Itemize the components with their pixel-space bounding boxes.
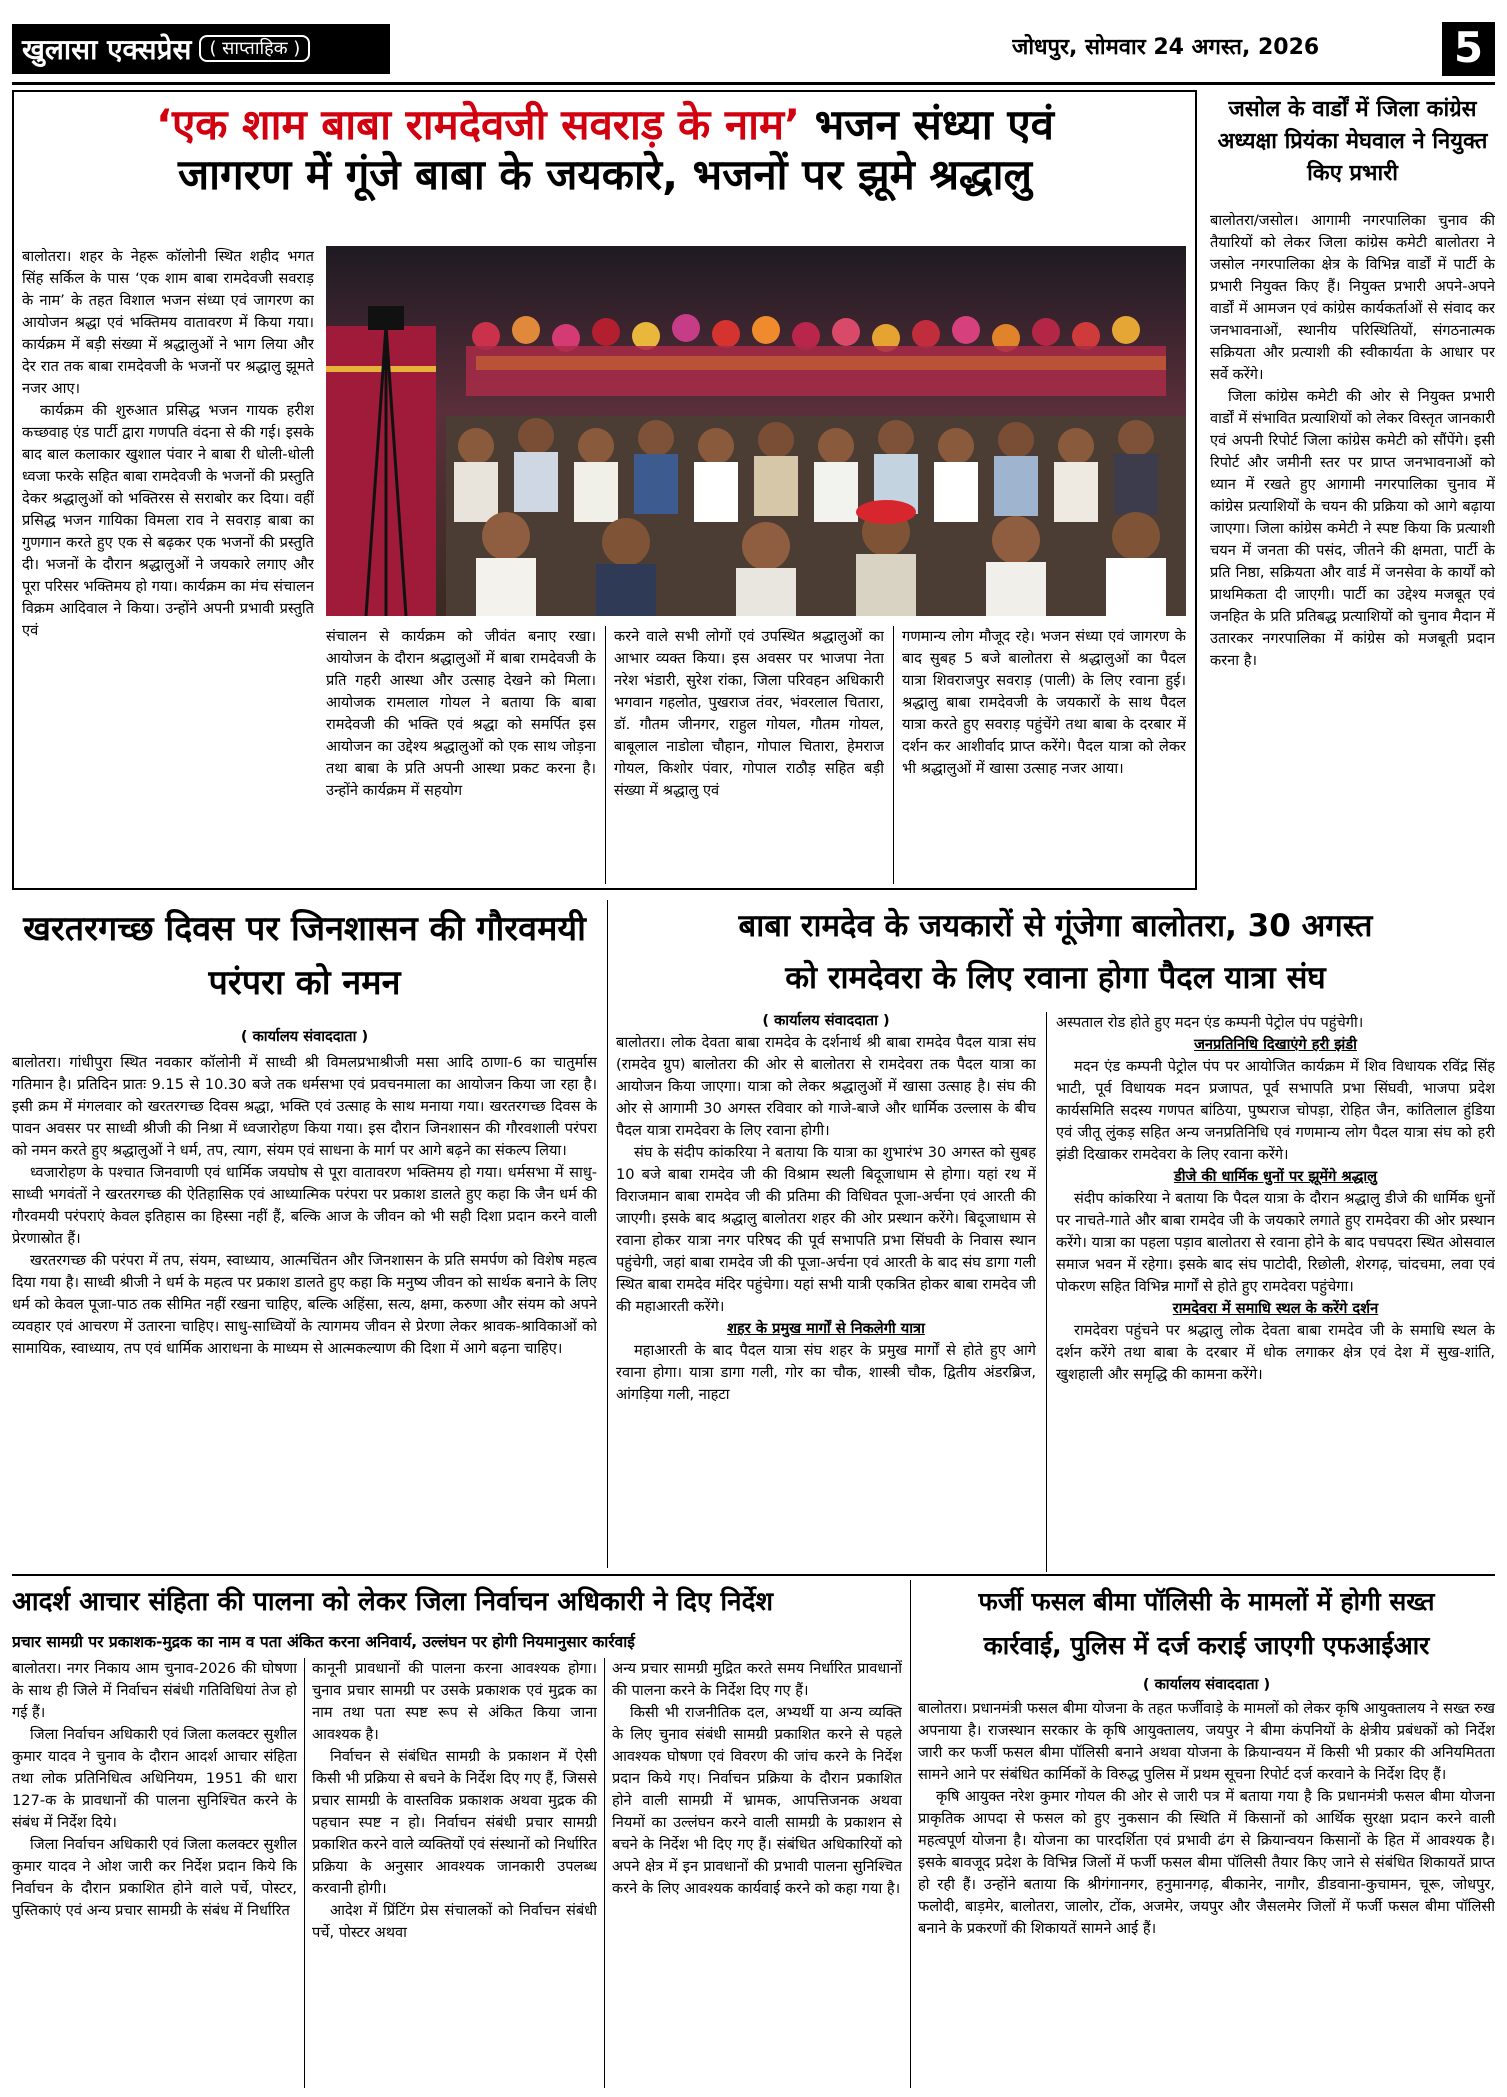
lead-headline xyxy=(20,100,1190,230)
ramdev-subheading xyxy=(1056,1034,1495,1056)
column-divider xyxy=(604,1658,605,2088)
fasal-byline: ( कार्यालय संवाददाता ) xyxy=(1142,1676,1271,1693)
election-headline: आदर्श आचार संहिता की पालना को लेकर जिला निर्वाचन अधिकारी ने दिए निर्देश xyxy=(12,1587,774,1617)
lead-column-1 xyxy=(22,246,314,882)
ramdev-subheading-text: जनप्रतिनिधि दिखाएंगे हरी झंडी xyxy=(1194,1036,1357,1053)
congress-paragraph: बालोतरा/जसोल। आगामी नगरपालिका चुनाव की तैयारियों को लेकर जिला कांग्रेस कमेटी बालोतरा ने जसोल नगरपालिका क्षेत्र के विभिन्न वार्डों में पार्टी के प्रभारी नियुक्त किए हैं। नियुक्त प्रभारी अपने-अपने वार्डों में आमजन एवं कांग्रेस कार्यकर्ताओं से संवाद कर जनभावनाओं, स्थानीय परिस्थितियों, संगठनात्मक सक्रियता और प्रत्याशी की स्वीकार्यता के आधार पर सर्वे करेंगे। xyxy=(1210,212,1495,383)
column-divider xyxy=(1046,1012,1047,1572)
ramdev-paragraph: महाआरती के बाद पैदल यात्रा संघ शहर के प्रमुख मार्गों से होते हुए आगे रवाना होगा। यात्रा डागा गली, गोर का चौक, शास्त्री चौक, द्वितीय अंडरब्रिज, आंगड़िया गली, नाहटा xyxy=(616,1342,1036,1403)
section-rule xyxy=(12,1574,1495,1576)
section-divider xyxy=(910,1580,911,2088)
masthead-rule xyxy=(12,82,1495,85)
kharatar-body xyxy=(12,1052,597,1572)
election-paragraph: निर्वाचन से संबंधित सामग्री के प्रकाशन में ऐसी किसी भी प्रक्रिया से बचने के निर्देश दिए गए हैं, जिससे प्रचार सामग्री के वास्तविक प्रकाशक अथवा मुद्रक की पहचान स्पष्ट न हो। निर्वाचन संबंधी प्रचार सामग्री प्रकाशित करने वाले व्यक्तियों एवं संस्थानों को निर्धारित प्रक्रिया के अनुसार आवश्यक जानकारी उपलब्ध करवानी होगी। xyxy=(312,1748,597,1897)
ramdev-paragraph: संघ के संदीप कांकरिया ने बताया कि यात्रा का शुभारंभ 30 अगस्त को सुबह 10 बजे बाबा रामदेव जी की विश्राम स्थली बिदूजाधाम से होगा। यहां रथ में विराजमान बाबा रामदेव जी की प्रतिमा की विधिवत पूजा-अर्चना एवं आरती की जाएगी। इसके बाद श्रद्धालु बालोतरा शहर की ओर प्रस्थान करेंगे। बिदूजाधाम से रवाना होकर यात्रा नगर परिषद की पूर्व सभापति प्रभा सिंघवी के निवास स्थान पहुंचेगी, जहां बाबा रामदेव जी की पूजा-अर्चना एवं आरती के बाद संघ डागा गली स्थित बाबा रामदेव मंदिर पहुंचेगा। यहां सभी यात्री एकत्रित होकर बाबा रामदेव जी की महाआरती करेंगे। xyxy=(616,1144,1036,1315)
fasal-headline xyxy=(918,1580,1495,1672)
dateline: जोधपुर, सोमवार 24 अगस्त, 2026 xyxy=(1012,35,1320,60)
congress-headline: जसोल के वार्डों में जिला कांग्रेस अध्यक्षा प्रियंका मेघवाल ने नियुक्त किए प्रभारी xyxy=(1217,97,1488,186)
ramdev-paragraph: रामदेवरा पहुंचने पर श्रद्धालु लोक देवता बाबा रामदेव जी के समाधि स्थल के दर्शन करेंगे तथा बाबा के दरबार में धोक लगाकर क्षेत्र एवं देश में सुख-शांति, खुशहाली और समृद्धि की कामना करेंगे। xyxy=(1056,1322,1495,1383)
ramdev-headline-line2: को रामदेवरा के लिए रवाना होगा पैदल यात्रा संघ xyxy=(785,960,1326,996)
ramdev-column-2 xyxy=(1056,1012,1495,1572)
ramdev-subheading xyxy=(1056,1166,1495,1188)
fasal-paragraph: बालोतरा। प्रधानमंत्री फसल बीमा योजना के तहत फर्जीवाड़े के मामलों को लेकर कृषि आयुक्तालय ने सख्त रुख अपनाया है। राजस्थान सरकार के कृषि आयुक्तालय, जयपुर ने बीमा कंपनियों के क्षेत्रीय प्रबंधकों को निर्देश जारी कर फर्जी फसल बीमा पॉलिसी बनाने अथवा योजना के क्रियान्वयन में किसी भी प्रकार की अनियमितता सामने आने पर संबंधित कार्मिकों के विरुद्ध पुलिस में प्रथम सूचना रिपोर्ट दर्ज करवाने के निर्देश दिए हैं। xyxy=(918,1700,1495,1783)
congress-paragraph: जिला कांग्रेस कमेटी की ओर से नियुक्त प्रभारी वार्डों में संभावित प्रत्याशियों को लेकर विस्तृत जानकारी एवं अपनी रिपोर्ट जिला कांग्रेस कमेटी को सौंपेंगे। इसी रिपोर्ट और जमीनी स्तर पर प्राप्त जनभावनाओं को ध्यान में रखते हुए आगामी नगरपालिका चुनाव में कांग्रेस प्रत्याशियों के चयन की प्रक्रिया को आगे बढ़ाया जाएगा। जिला कांग्रेस कमेटी ने स्पष्ट किया कि प्रत्याशी चयन में जनता की पसंद, जीतने की क्षमता, पार्टी के प्रति निष्ठा, सक्रियता और वार्ड में जनसेवा के कार्यों को प्राथमिकता दी जाएगी। पार्टी का उद्देश्य मजबूत एवं जनहित के प्रति प्रतिबद्ध प्रत्याशियों को चुनाव मैदान में उतारकर नगरपालिका में कांग्रेस को मजबूती प्रदान करना है। xyxy=(1210,388,1495,669)
lead-paragraph: बालोतरा। शहर के नेहरू कॉलोनी स्थित शहीद भगत सिंह सर्किल के पास ‘एक शाम बाबा रामदेवजी सवराड़ के नाम’ के तहत विशाल भजन संध्या एवं जागरण का आयोजन श्रद्धा एवं भक्तिमय वातावरण में किया गया। कार्यक्रम में बड़ी संख्या में श्रद्धालुओं ने भाग लिया और देर रात तक बाबा रामदेवजी के भजनों पर श्रद्धालु झूमते नजर आए। xyxy=(22,248,314,397)
lead-column-3: करने वाले सभी लोगों एवं उपस्थित श्रद्धालुओं का आभार व्यक्त किया। इस अवसर पर भाजपा नेता नरेश भंडारी, सुरेश रांका, जिला परिवहन अधिकारी भगवान गहलोत, पुखराज तंवर, भंवरलाल चितारा, डॉ. गौतम जीनगर, राहुल गोयल, गौतम गोयल, बाबूलाल नाडोला चौहान, गोपाल चितारा, हेमराज गोयल, किशोर पंवार, गोपाल राठौड़ सहित बड़ी संख्या में श्रद्धालु एवं xyxy=(614,628,884,799)
election-paragraph: कानूनी प्रावधानों की पालना करना आवश्यक होगा। चुनाव प्रचार सामग्री पर उसके प्रकाशक एवं मुद्रक का नाम तथा पता स्पष्ट रूप से अंकित किया जाना आवश्यक है। xyxy=(312,1660,597,1743)
publication-name: खुलासा एक्सप्रेस xyxy=(22,33,192,66)
kharatar-byline: ( कार्यालय संवाददाता ) xyxy=(240,1028,369,1045)
fasal-headline-line2: कार्रवाई, पुलिस में दर्ज कराई जाएगी एफआईआर xyxy=(983,1631,1430,1660)
election-paragraph: बालोतरा। नगर निकाय आम चुनाव-2026 की घोषणा के साथ ही जिले में निर्वाचन संबंधी गतिविधियां तेज हो गई हैं। xyxy=(12,1660,297,1721)
lead-headline-quote: ‘एक शाम बाबा रामदेवजी सवराड़ के नाम’ xyxy=(156,100,801,149)
page-number: 5 xyxy=(1442,22,1495,76)
ramdev-subheading xyxy=(1056,1298,1495,1320)
kharatar-paragraph: खरतरगच्छ की परंपरा में तप, संयम, स्वाध्याय, आत्मचिंतन और जिनशासन के प्रति समर्पण को विशेष महत्व दिया गया है। साध्वी श्रीजी ने धर्म के महत्व पर प्रकाश डालते हुए कहा कि मनुष्य जीवन को सार्थक बनाने के लिए धर्म को केवल पूजा-पाठ तक सीमित नहीं रखना चाहिए, बल्कि अहिंसा, सत्य, क्षमा, करुणा और संयम को अपने व्यवहार एवं आचरण में उतारना चाहिए। साधु-साध्वियों के त्यागमय जीवन से प्रेरणा लेकर श्रावक-श्राविकाओं को सामायिक, स्वाध्याय, तप एवं धार्मिक आराधना के माध्यम से आत्मकल्याण की दिशा में आगे बढ़ना चाहिए। xyxy=(12,1252,597,1357)
ramdev-paragraph: अस्पताल रोड होते हुए मदन एंड कम्पनी पेट्रोल पंप पहुंचेगी। xyxy=(1056,1014,1364,1031)
election-subhead: प्रचार सामग्री पर प्रकाशक-मुद्रक का नाम व पता अंकित करना अनिवार्य, उल्लंघन पर होगी नियमानुसार कार्रवाई xyxy=(12,1633,635,1651)
lead-photo xyxy=(326,246,1186,616)
masthead-title-block xyxy=(12,24,390,74)
lead-column-4: गणमान्य लोग मौजूद रहे। भजन संध्या एवं जागरण के बाद सुबह 5 बजे बालोतरा से श्रद्धालुओं का पैदल यात्रा शिवराजपुर सवराड़ (पाली) के लिए रवाना हुई। श्रद्धालु बाबा रामदेवजी के जयकारों के साथ पैदल यात्रा करते हुए सवराड़ पहुंचेंगे तथा बाबा के दरबार में दर्शन कर आशीर्वाद प्राप्त करेंगे। पैदल यात्रा को लेकर भी श्रद्धालुओं में खासा उत्साह नजर आया। xyxy=(902,628,1186,777)
column-divider xyxy=(893,626,894,884)
ramdev-paragraph: बालोतरा। लोक देवता बाबा रामदेव के दर्शनार्थ श्री बाबा रामदेव पैदल यात्रा संघ (रामदेव ग्रुप) बालोतरा की ओर से बालोतरा से रामदेवरा तक पैदल यात्रा का आयोजन किया जाएगा। यात्रा को लेकर श्रद्धालुओं में खासा उत्साह है। संघ की ओर से आगामी 30 अगस्त रविवार को गाजे-बाजे और धार्मिक उल्लास के बीच पैदल यात्रा रामदेवरा के लिए रवाना होगी। xyxy=(616,1034,1036,1139)
lead-column-2: संचालन से कार्यक्रम को जीवंत बनाए रखा। आयोजन के दौरान श्रद्धालुओं में बाबा रामदेवजी के प्रति गहरी आस्था और उत्साह देखने को मिला। आयोजक रामलाल गोयल ने बताया कि बाबा रामदेवजी की भक्ति एवं श्रद्धा को समर्पित इस आयोजन का उद्देश्य श्रद्धालुओं को एक साथ जोड़ना तथा बाबा के प्रति अपनी आस्था प्रकट करना है। उन्होंने कार्यक्रम में सहयोग xyxy=(326,628,596,799)
ramdev-subheading xyxy=(616,1318,1036,1340)
ramdev-subheading-text: रामदेवरा में समाधि स्थल के करेंगे दर्शन xyxy=(1172,1300,1379,1317)
election-paragraph: अन्य प्रचार सामग्री मुद्रित करते समय निर्धारित प्रावधानों की पालना करने के निर्देश दिए गए हैं। xyxy=(612,1660,902,1699)
ramdev-headline xyxy=(616,900,1495,1012)
kharatar-headline: खरतरगच्छ दिवस पर जिनशासन की गौरवमयी परंपरा को नमन xyxy=(23,909,586,1003)
lead-paragraph: कार्यक्रम की शुरुआत प्रसिद्ध भजन गायक हरीश कच्छवाह एंड पार्टी द्वारा गणपति वंदना से की गई। इसके बाद बाल कलाकार खुशाल पंवार ने बाबा री धोली-धोली ध्वजा फरके सहित बाबा रामदेवजी के भजनों की प्रस्तुति देकर श्रद्धालुओं को भक्तिरस से सराबोर कर दिया। वहीं प्रसिद्ध भजन गायिका विमला राव ने सवराड़ बाबा का गुणगान करते हुए एक से बढ़कर एक भजनों की प्रस्तुति दी। भजनों के दौरान श्रद्धालुओं ने जयकारे लगाए और पूरा परिसर भक्तिमय हो गया। कार्यक्रम का मंच संचालन विक्रम आदिवाल ने किया। उन्होंने अपनी प्रभावी प्रस्तुति एवं xyxy=(22,402,314,639)
section-divider xyxy=(607,900,608,1568)
column-divider xyxy=(605,626,606,884)
ramdev-paragraph: संदीप कांकरिया ने बताया कि पैदल यात्रा के दौरान श्रद्धालु डीजे की धार्मिक धुनों पर नाचते-गाते और बाबा रामदेव जी के जयकारे लगाते हुए रामदेवरा की ओर प्रस्थान करेंगे। यात्रा का पहला पड़ाव बालोतरा से रवाना होने के बाद पचपदरा स्थित ओसवाल समाज भवन में रहेगा। इसके बाद संघ पाटोदी, रिछोली, शेरगढ़, चांदचमा, लवा एवं पोकरण सहित विभिन्न मार्गों से होते हुए रामदेवरा पहुंचेगा। xyxy=(1056,1190,1495,1295)
publication-edition: ( साप्ताहिक ) xyxy=(199,35,310,62)
election-paragraph: किसी भी राजनीतिक दल, अभ्यर्थी या अन्य व्यक्ति के लिए चुनाव संबंधी सामग्री प्रकाशित करने से पहले आवश्यक घोषणा एवं विवरण की जांच करने के निर्देश प्रदान किये गए। निर्वाचन प्रक्रिया के दौरान प्रकाशित होने वाली सामग्री में भ्रामक, आपत्तिजनक अथवा नियमों का उल्लंघन करने वाली सामग्री के प्रकाशन से बचने के निर्देश भी दिए गए हैं। संबंधित अधिकारियों को अपने क्षेत्र में इन प्रावधानों की प्रभावी पालना सुनिश्चित करने के लिए आवश्यक कार्यवाई करने को कहा गया है। xyxy=(612,1704,902,1897)
ramdev-subheading-text: शहर के प्रमुख मार्गों से निकलेगी यात्रा xyxy=(727,1320,925,1337)
election-paragraph: जिला निर्वाचन अधिकारी एवं जिला कलक्टर सुशील कुमार यादव ने ओश जारी कर निर्देश प्रदान किये कि निर्वाचन के दौरान प्रकाशित होने वाले पर्चे, पोस्टर, पुस्तिकाएं एवं अन्य प्रचार सामग्री के संबंध में निर्धारित xyxy=(12,1836,297,1919)
ramdev-subheading-text: डीजे की धार्मिक धुनों पर झूमेंगे श्रद्धालु xyxy=(1173,1168,1378,1185)
masthead xyxy=(12,22,1495,80)
ramdev-paragraph: मदन एंड कम्पनी पेट्रोल पंप पर आयोजित कार्यक्रम में शिव विधायक रविंद्र सिंह भाटी, पूर्व विधायक मदन प्रजापत, पूर्व सभापति प्रभा सिंघवी, भाजपा प्रदेश कार्यसमिति सदस्य गणपत बांठिया, पुष्पराज चोपड़ा, रोहित जैन, कांतिलाल हुंडिया एवं जीतू लुंकड़ सहित अन्य जनप्रतिनिधि एवं गणमान्य लोग पैदल यात्रा संघ को हरी झंडी दिखाकर रामदेवरा के लिए रवाना करेंगे। xyxy=(1056,1058,1495,1163)
lead-headline-rest: भजन संध्या एवं xyxy=(800,100,1054,149)
fasal-paragraph: कृषि आयुक्त नरेश कुमार गोयल की ओर से जारी पत्र में बताया गया है कि प्रधानमंत्री फसल बीमा योजना प्राकृतिक आपदा से फसल को हुए नुकसान की स्थिति में किसानों को आर्थिक सुरक्षा प्रदान करने वाली महत्वपूर्ण योजना है। योजना का पारदर्शिता एवं प्रभावी ढंग से क्रियान्वयन किसानों के हित में आवश्यक है। इसके बावजूद प्रदेश के विभिन्न जिलों में फर्जी फसल बीमा पॉलिसी तैयार किए जाने से संबंधित शिकायतें प्राप्त हो रही हैं। उन्होंने बताया कि श्रीगंगानगर, हनुमानगढ़, बीकानेर, नागौर, डीडवाना-कुचामन, चूरू, जोधपुर, फलोदी, बाड़मेर, बालोतरा, जालोर, टोंक, अजमेर, जयपुर और जैसलमेर जिलों में फर्जी फसल बीमा पॉलिसी बनाने के प्रकरणों की शिकायतें सामने आई हैं। xyxy=(918,1788,1495,1937)
column-divider xyxy=(304,1658,305,2088)
election-paragraph: आदेश में प्रिंटिंग प्रेस संचालकों को निर्वाचन संबंधी पर्चे, पोस्टर अथवा xyxy=(312,1902,597,1941)
ramdev-headline-line1: बाबा रामदेव के जयकारों से गूंजेगा बालोतरा, 30 अगस्त xyxy=(738,908,1373,944)
election-column-1 xyxy=(12,1658,297,2088)
kharatar-paragraph: ध्वजारोहण के पश्चात जिनवाणी एवं धार्मिक जयघोष से पूरा वातावरण भक्तिमय हो गया। धर्मसभा में साधु-साध्वी भगवंतों ने खरतरगच्छ की ऐतिहासिक एवं आध्यात्मिक परंपरा पर प्रकाश डालते हुए कहा कि जैन धर्म की गौरवमयी परंपराएं केवल इतिहास का हिस्सा नहीं हैं, बल्कि आज के जीवन को भी सही दिशा प्रदान करने वाली प्रेरणास्रोत हैं। xyxy=(12,1164,597,1247)
ramdev-byline: ( कार्यालय संवाददाता ) xyxy=(762,1012,890,1029)
kharatar-paragraph: बालोतरा। गांधीपुरा स्थित नवकार कॉलोनी में साध्वी श्री विमलप्रभाश्रीजी मसा आदि ठाणा-6 का चातुर्मास गतिमान है। प्रतिदिन प्रातः 9.15 से 10.30 बजे तक धर्मसभा एवं प्रवचनमाला का आयोजन किया जा रहा है। इसी क्रम में मंगलवार को खरतरगच्छ दिवस श्रद्धा, भक्ति एवं उत्साह के साथ मनाया गया। खरतरगच्छ दिवस के पावन अवसर पर साध्वी श्रीजी की निश्रा में ध्वजारोहण किया गया। इस दौरान जिनशासन की गौरवशाली परंपरा को नमन करते हुए श्रद्धालुओं ने धर्म, तप, त्याग, संयम एवं साधना के मार्ग पर आगे बढ़ने का संकल्प लिया। xyxy=(12,1054,597,1159)
election-paragraph: जिला निर्वाचन अधिकारी एवं जिला कलक्टर सुशील कुमार यादव ने चुनाव के दौरान आदर्श आचार संहिता तथा लोक प्रतिनिधित्व अधिनियम, 1951 की धारा 127-क के प्रावधानों की पालना सुनिश्चित करने के संबंध में निर्देश दिये। xyxy=(12,1726,297,1831)
election-column-2 xyxy=(312,1658,597,2088)
ramdev-column-1 xyxy=(616,1032,1036,1572)
congress-body xyxy=(1210,210,1495,890)
lead-headline-line2: जागरण में गूंजे बाबा के जयकारे, भजनों पर झूमे श्रद्धालु xyxy=(178,149,1032,199)
fasal-headline-line1: फर्जी फसल बीमा पॉलिसी के मामलों में होगी सख्त xyxy=(978,1587,1435,1616)
fasal-body xyxy=(918,1698,1495,2088)
election-column-3 xyxy=(612,1658,902,2088)
crowd-photo-illustration xyxy=(326,246,1186,616)
